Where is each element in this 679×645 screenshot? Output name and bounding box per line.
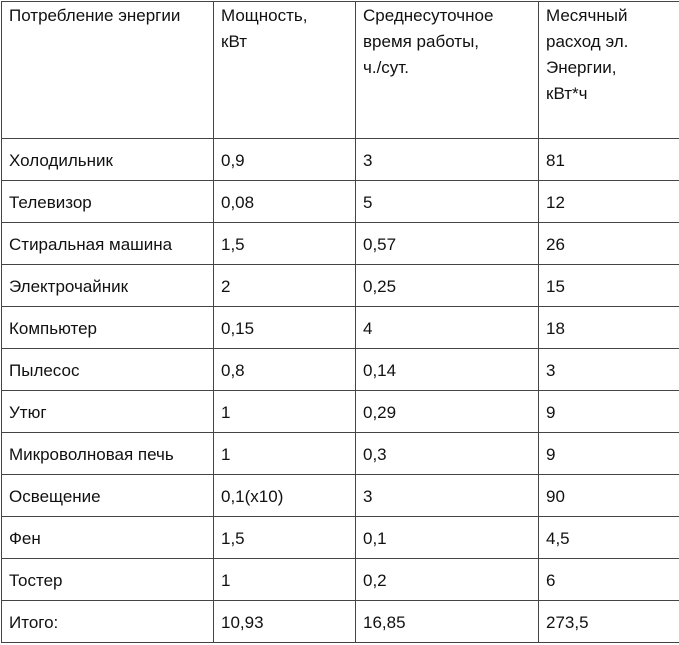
- header-cell-consumption: [2, 2, 214, 139]
- cell-text: 4,5: [546, 529, 570, 548]
- cell-text: 5: [363, 193, 373, 212]
- monthly-usage-cell: [539, 559, 679, 601]
- cell-text: 273,5: [546, 613, 589, 632]
- header-line: Среднесуточное: [363, 6, 494, 25]
- cell-text: 0,1: [363, 529, 387, 548]
- power-cell: [214, 559, 356, 601]
- cell-text: 1,5: [221, 235, 245, 254]
- table-row: [2, 559, 679, 601]
- header-line: время работы,: [363, 32, 480, 51]
- table-row: [2, 475, 679, 517]
- appliance-cell: [2, 475, 214, 517]
- total-value-cell: [539, 601, 679, 643]
- power-cell: [214, 391, 356, 433]
- cell-text: Компьютер: [9, 319, 97, 338]
- cell-text: 1: [221, 571, 231, 590]
- cell-text: 10,93: [221, 613, 264, 632]
- cell-text: 0,57: [363, 235, 397, 254]
- total-value-cell: [356, 601, 539, 643]
- cell-text: 0,8: [221, 361, 245, 380]
- total-label-cell: [2, 601, 214, 643]
- appliance-cell: [2, 391, 214, 433]
- daily-hours-cell: [356, 307, 539, 349]
- table-row: [2, 349, 679, 391]
- table-row: [2, 307, 679, 349]
- total-row: [2, 601, 679, 643]
- table-row: [2, 391, 679, 433]
- header-line: Энергии,: [546, 58, 617, 77]
- table-header-row: [2, 2, 679, 139]
- daily-hours-cell: [356, 433, 539, 475]
- cell-text: 0,25: [363, 277, 397, 296]
- appliance-cell: [2, 517, 214, 559]
- monthly-usage-cell: [539, 349, 679, 391]
- monthly-usage-cell: [539, 391, 679, 433]
- cell-text: 0,3: [363, 445, 387, 464]
- header-line: кВт: [221, 32, 247, 51]
- cell-text: 2: [221, 277, 231, 296]
- cell-text: Утюг: [9, 403, 47, 422]
- appliance-cell: [2, 265, 214, 307]
- header-line: ч./сут.: [363, 58, 409, 77]
- header-line: кВт*ч: [546, 84, 588, 103]
- cell-text: Тостер: [9, 571, 63, 590]
- power-cell: [214, 517, 356, 559]
- header-line: Потребление энергии: [9, 6, 181, 25]
- cell-text: 3: [363, 487, 373, 506]
- cell-text: 0,29: [363, 403, 397, 422]
- appliance-cell: [2, 559, 214, 601]
- cell-text: Микроволновая печь: [9, 445, 174, 464]
- monthly-usage-cell: [539, 307, 679, 349]
- power-cell: [214, 475, 356, 517]
- power-cell: [214, 349, 356, 391]
- monthly-usage-cell: [539, 265, 679, 307]
- table-body: [2, 139, 679, 643]
- cell-text: Фен: [9, 529, 41, 548]
- daily-hours-cell: [356, 475, 539, 517]
- cell-text: 3: [363, 151, 373, 170]
- appliance-cell: [2, 307, 214, 349]
- daily-hours-cell: [356, 391, 539, 433]
- cell-text: 0,15: [221, 319, 255, 338]
- table-row: [2, 139, 679, 181]
- power-cell: [214, 223, 356, 265]
- cell-text: Освещение: [9, 487, 101, 506]
- cell-text: Стиральная машина: [9, 235, 173, 254]
- header-cell-daily-hours: [356, 2, 539, 139]
- cell-text: 0,2: [363, 571, 387, 590]
- daily-hours-cell: [356, 265, 539, 307]
- power-cell: [214, 433, 356, 475]
- table-row: [2, 181, 679, 223]
- power-cell: [214, 307, 356, 349]
- appliance-cell: [2, 349, 214, 391]
- cell-text: 16,85: [363, 613, 406, 632]
- cell-text: 6: [546, 571, 556, 590]
- cell-text: 26: [546, 235, 565, 254]
- monthly-usage-cell: [539, 223, 679, 265]
- daily-hours-cell: [356, 181, 539, 223]
- table-row: [2, 517, 679, 559]
- daily-hours-cell: [356, 349, 539, 391]
- cell-text: Холодильник: [9, 151, 113, 170]
- appliance-cell: [2, 433, 214, 475]
- power-cell: [214, 265, 356, 307]
- table-row: [2, 265, 679, 307]
- daily-hours-cell: [356, 559, 539, 601]
- cell-text: 1: [221, 403, 231, 422]
- cell-text: 81: [546, 151, 565, 170]
- cell-text: 9: [546, 403, 556, 422]
- cell-text: Телевизор: [9, 193, 92, 212]
- appliance-cell: [2, 139, 214, 181]
- energy-consumption-table: [1, 1, 679, 643]
- cell-text: 1,5: [221, 529, 245, 548]
- cell-text: 0,9: [221, 151, 245, 170]
- cell-text: Пылесос: [9, 361, 80, 380]
- cell-text: 1: [221, 445, 231, 464]
- daily-hours-cell: [356, 139, 539, 181]
- monthly-usage-cell: [539, 139, 679, 181]
- header-cell-monthly-usage: [539, 2, 679, 139]
- appliance-cell: [2, 223, 214, 265]
- cell-text: 3: [546, 361, 556, 380]
- monthly-usage-cell: [539, 517, 679, 559]
- cell-text: 18: [546, 319, 565, 338]
- header-cell-power: [214, 2, 356, 139]
- cell-text: Электрочайник: [9, 277, 129, 296]
- monthly-usage-cell: [539, 433, 679, 475]
- table-row: [2, 433, 679, 475]
- daily-hours-cell: [356, 517, 539, 559]
- appliance-cell: [2, 181, 214, 223]
- power-cell: [214, 181, 356, 223]
- total-value-cell: [214, 601, 356, 643]
- cell-text: 0,08: [221, 193, 255, 212]
- cell-text: 12: [546, 193, 565, 212]
- cell-text: 15: [546, 277, 565, 296]
- cell-text: 0,1(х10): [221, 487, 284, 506]
- cell-text: 90: [546, 487, 565, 506]
- header-line: Мощность,: [221, 6, 308, 25]
- monthly-usage-cell: [539, 181, 679, 223]
- header-line: Месячный: [546, 6, 628, 25]
- daily-hours-cell: [356, 223, 539, 265]
- power-cell: [214, 139, 356, 181]
- monthly-usage-cell: [539, 475, 679, 517]
- cell-text: 9: [546, 445, 556, 464]
- cell-text: 0,14: [363, 361, 397, 380]
- cell-text: Итого:: [9, 613, 59, 632]
- header-line: расход эл.: [546, 32, 629, 51]
- cell-text: 4: [363, 319, 373, 338]
- table-row: [2, 223, 679, 265]
